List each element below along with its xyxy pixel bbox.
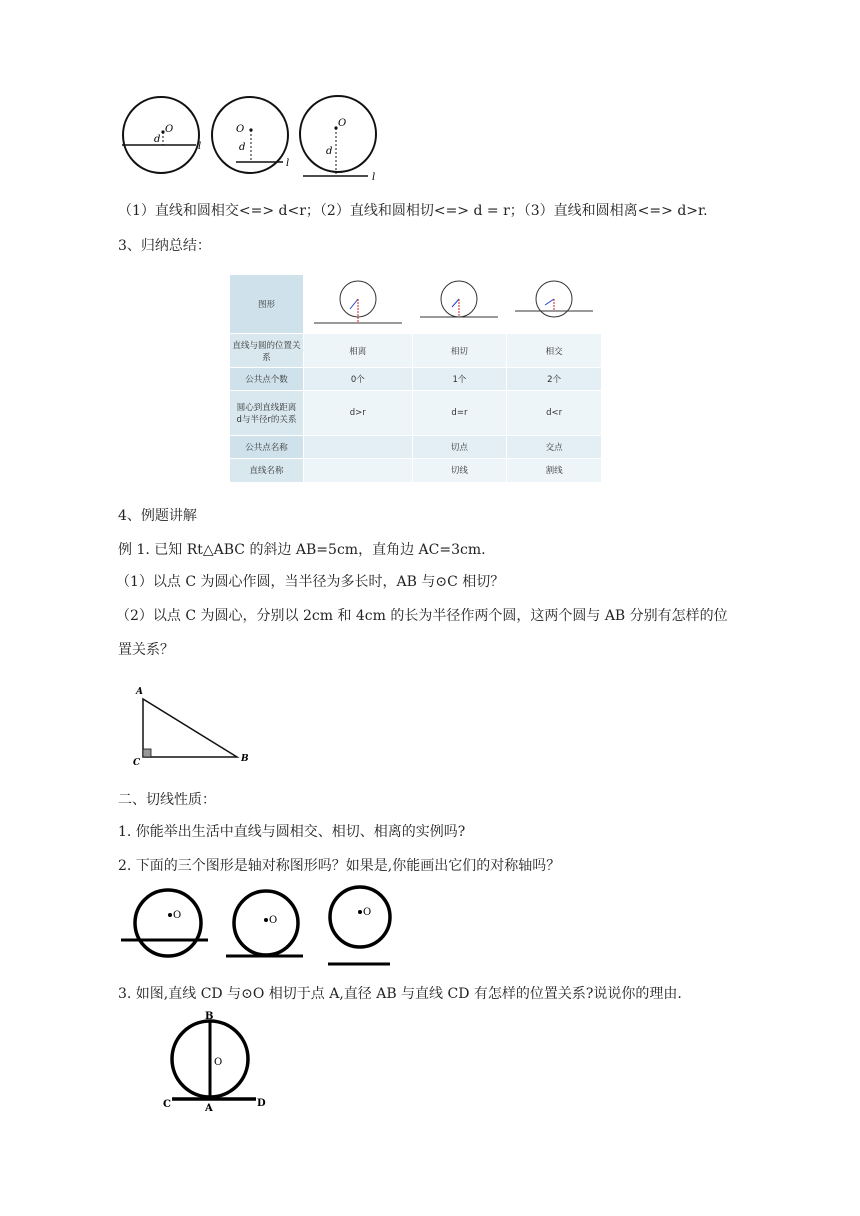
label-o: O [214,1057,223,1068]
fig2-label-d: d [239,142,246,153]
example-q2-line1: （2）以点 C 为圆心，分别以 2cm 和 4cm 的长为半径作两个圆，这两个圆与 AB 分别有怎样的位 [116,608,728,624]
figure-cell-intersect [507,275,602,334]
row-header-figure: 图形 [230,275,304,334]
cell-relation-tangent: 相切 [412,333,507,367]
circle-line-figure [118,92,388,184]
fig3-label-o: O [338,118,347,129]
part2-q2: 2. 下面的三个图形是轴对称图形吗？如果是,你能画出它们的对称轴吗？ [118,858,561,874]
label-b: B [241,754,249,764]
cell-pointname-tangent: 切点 [412,436,507,458]
fig2-o1: O [173,910,182,921]
cell-pointname-intersect: 交点 [507,436,602,458]
section4-heading: 4、例题讲解 [118,508,197,524]
fig1-label-l: l [198,141,202,152]
cell-linename-separate [304,458,413,482]
row-header-relation: 直线与圆的位置关系 [230,333,304,367]
intersect-diagram [511,277,597,327]
cell-dr-tangent: d=r [412,390,507,436]
fig2-label-l: l [286,158,290,169]
symmetric-circles-figure [118,880,408,970]
example-statement: 例 1. 已知 Rt△ABC 的斜边 AB=5cm，直角边 AC=3cm. [118,542,486,558]
example-q2-line2: 置关系？ [118,642,174,658]
section3-heading: 3、归纳总结： [118,238,211,254]
label-b: B [205,1011,214,1022]
cell-relation-intersect: 相交 [507,333,602,367]
row-header-distance: 圆心到直线距离d与半径r的关系 [230,390,304,436]
part2-heading: 二、切线性质： [118,792,216,808]
fig2-o3: O [363,907,372,918]
fig2-o2: O [269,915,278,926]
part2-q3: 3. 如图,直线 CD 与⊙O 相切于点 A,直径 AB 与直线 CD 有怎样的位置关系?说说你的理由. [118,986,682,1002]
cell-linename-intersect: 割线 [507,458,602,482]
cell-linename-tangent: 切线 [412,458,507,482]
tangent-diameter-figure [158,1008,278,1116]
label-a: A [205,1103,213,1114]
fig2-label-o: O [236,124,245,135]
row-header-line-name: 直线名称 [230,458,304,482]
triangle-figure [130,682,260,768]
cell-relation-separate: 相离 [304,333,413,367]
cell-points-separate: 0个 [304,368,413,390]
tangent-diagram [416,277,502,327]
example-q1: （1）以点 C 为圆心作圆，当半径为多长时，AB 与⊙C 相切？ [116,574,505,590]
cell-pointname-separate [304,436,413,458]
figure-cell-separate [304,275,413,334]
fig1-label-d: d [154,134,161,145]
cell-dr-separate: d>r [304,390,413,436]
figure-cell-tangent [412,275,507,334]
separate-diagram [310,277,406,327]
cell-dr-intersect: d<r [507,390,602,436]
label-c: C [163,1099,171,1110]
label-a: A [136,687,143,697]
part2-q1: 1. 你能举出生活中直线与圆相交、相切、相离的实例吗? [118,824,466,840]
label-d: D [257,1098,266,1109]
fig3-label-l: l [372,172,376,183]
fig1-label-o: O [165,124,174,135]
cell-points-tangent: 1个 [412,368,507,390]
row-header-point-name: 公共点名称 [230,436,304,458]
label-c: C [133,758,141,768]
relations-text: （1）直线和圆相交<=> d<r；（2）直线和圆相切<=> d = r；（3）直线和圆相离<=> d>r. [118,203,708,219]
summary-table [229,274,602,483]
cell-points-intersect: 2个 [507,368,602,390]
fig3-label-d: d [326,146,333,157]
row-header-points: 公共点个数 [230,368,304,390]
